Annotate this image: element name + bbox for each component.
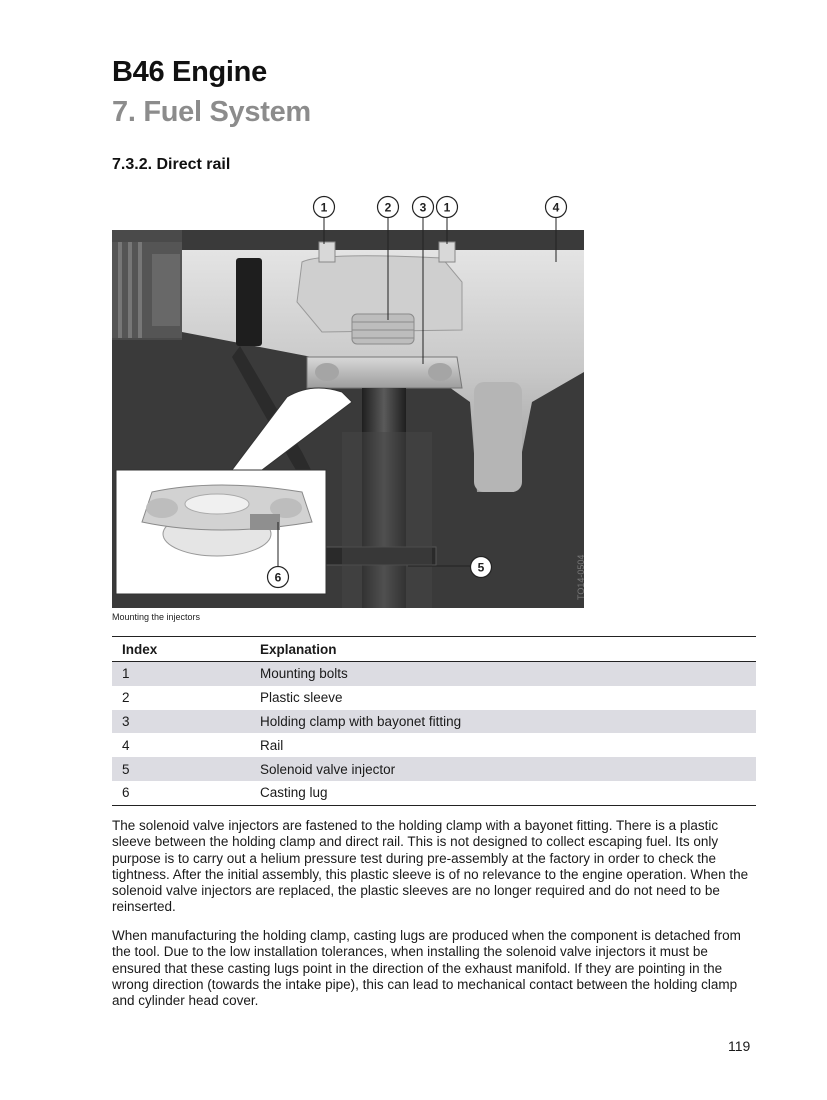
index-table — [112, 636, 756, 806]
svg-text:2: 2 — [384, 200, 392, 215]
callout-1b — [437, 197, 458, 218]
callout-5 — [471, 557, 492, 578]
pipe-fitting — [112, 242, 182, 338]
plastic-sleeve — [352, 314, 414, 344]
row-index: 2 — [122, 690, 130, 706]
figure-caption: Mounting the injectors — [112, 612, 201, 622]
row-index: 1 — [112, 662, 250, 686]
table-row — [112, 710, 756, 734]
callout-6 — [268, 567, 289, 588]
callout-2 — [378, 197, 399, 218]
row-explanation: Holding clamp with bayonet fitting — [250, 710, 756, 734]
page-number: 119 — [728, 1038, 751, 1054]
svg-text:5: 5 — [477, 560, 485, 575]
image-code: TO14-0504 — [576, 554, 586, 600]
row-explanation: Solenoid valve injector — [250, 757, 756, 781]
bolt-left — [319, 242, 335, 262]
row-explanation: Casting lug — [250, 781, 756, 805]
column-header-index: Index — [112, 637, 250, 662]
table-row — [112, 662, 756, 686]
callout-3 — [413, 197, 434, 218]
row-explanation: Mounting bolts — [250, 662, 756, 686]
row-explanation: Rail — [260, 737, 284, 753]
row-index: 5 — [112, 757, 250, 781]
document-title: B46 Engine — [112, 56, 267, 88]
body-paragraph-2: When manufacturing the holding clamp, casting lugs are produced when the component is detached from the tool. Due to the low installation tolerances, when installing the solenoid valve injectors it must be ensured that these casting lugs point in the direction of the exhaust manifold. If they are pointing in the wrong direction (towards the intake pipe), this can lead to mechanical contact between the holding clamp and cylinder head cover. — [112, 928, 741, 1009]
svg-text:3: 3 — [419, 200, 427, 215]
rail-branch — [474, 382, 522, 492]
callout-4 — [546, 197, 567, 218]
table-row — [112, 781, 756, 805]
column-header-explanation: Explanation — [250, 637, 756, 662]
row-index: 6 — [112, 781, 250, 805]
row-index: 3 — [112, 710, 250, 734]
section-heading: 7.3.2. Direct rail — [112, 156, 231, 173]
injector-mounting-figure — [112, 192, 612, 608]
callout-1a — [314, 197, 335, 218]
table-row — [112, 757, 756, 781]
table-row — [112, 686, 756, 710]
body-paragraph-1: The solenoid valve injectors are fastened to the holding clamp with a bayonet fitting. There is a plastic sleeve between the holding clamp and direct rail. This is not designed to collect escaping fuel. Its only purpose is to carry out a helium pressure test during pre-assembly at the factory in order to check the tightness. After the initial assembly, this plastic sleeve is of no relevance to the engine operation. When the solenoid valve injectors are replaced, the plastic sleeves are no longer required and do not need to be reinserted. — [112, 818, 749, 915]
svg-text:1: 1 — [320, 200, 328, 215]
svg-text:4: 4 — [552, 200, 560, 215]
bolt-right — [439, 242, 455, 262]
chapter-title: 7. Fuel System — [112, 96, 311, 128]
row-index: 4 — [122, 737, 130, 753]
table-header-row — [112, 637, 756, 662]
row-explanation: Plastic sleeve — [260, 690, 343, 706]
injector-connector — [236, 258, 262, 346]
table-row — [112, 733, 756, 757]
svg-text:1: 1 — [443, 200, 451, 215]
svg-text:6: 6 — [274, 570, 282, 585]
